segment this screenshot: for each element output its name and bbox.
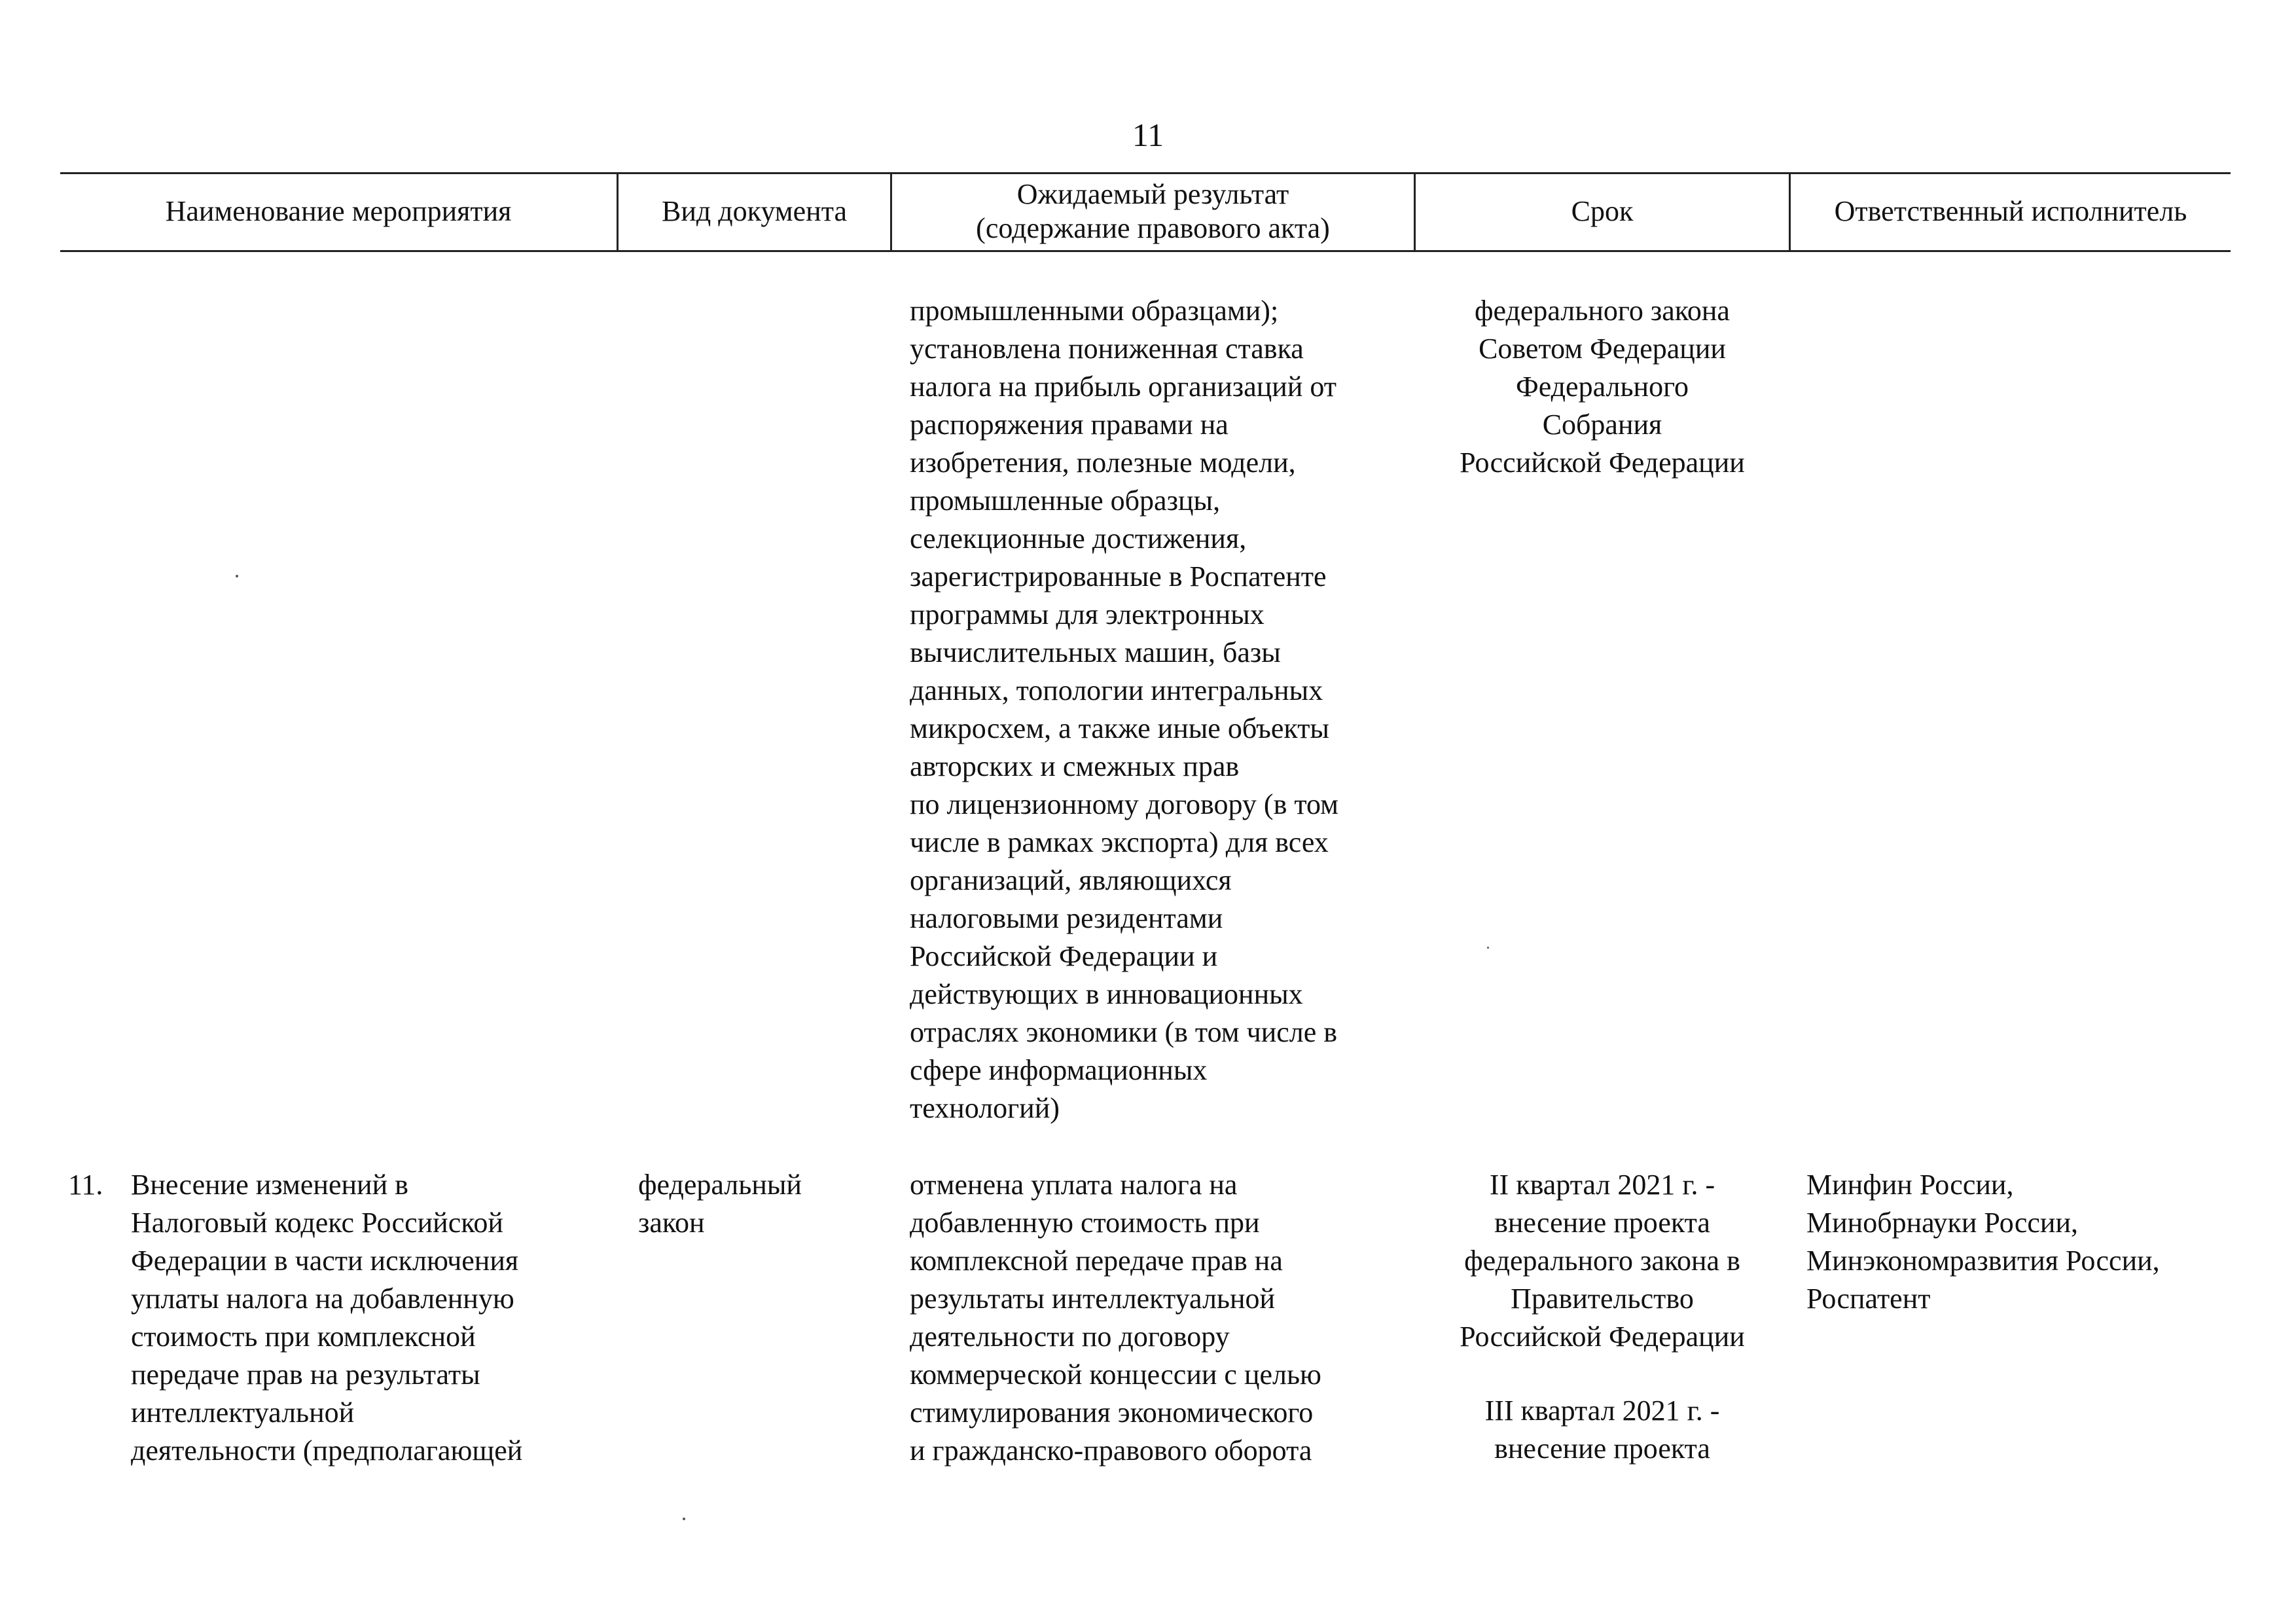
header-responsible: Ответственный исполнитель: [1834, 195, 2187, 227]
row-11-deadline-stage-2: III квартал 2021 г. - внесение проекта: [1484, 1395, 1720, 1465]
continuation-deadline-cell: федерального закона Советом Федерации Федерального Собрания Российской Федерации: [1460, 295, 1745, 479]
header-expected-result: Ожидаемый результат (содержание правового акта): [976, 178, 1330, 244]
row-11-document-type: федеральный закон: [638, 1169, 802, 1239]
row-11-responsible: Минфин России, Минобрнауки России, Минэкономразвития России, Роспатент: [1806, 1169, 2160, 1315]
row-11-deadline-stage-1: II квартал 2021 г. - внесение проекта федерального закона в Правительство Российской Федерации: [1460, 1169, 1745, 1353]
row-number: 11.: [68, 1169, 103, 1201]
row-11-activity-name: Внесение изменений в Налоговый кодекс Российской Федерации в части исключения уплаты налога на добавленную стоимость при комплексной передаче прав на результаты интеллектуальной деятельности (предполагающей: [131, 1169, 523, 1467]
continuation-result-cell: промышленными образцами); установлена пониженная ставка налога на прибыль организаций от распоряжения правами на изобретения, полезные модели, промышленные образцы, селекционные достижения, зарегистрированные в Роспатенте программы для электронных вычислительных машин, базы данных, топологии интегральных микросхем, а также иные объекты авторских и смежных прав по лицензионному договору (в том числе в рамках экспорта) для всех организаций, являющихся налоговыми резидентами Российской Федерации и действующих в инновационных отраслях экономики (в том числе в сфере информационных технологий): [910, 295, 1339, 1124]
header-deadline: Срок: [1571, 195, 1634, 227]
row-11-expected-result: отменена уплата налога на добавленную стоимость при комплексной передаче прав на результаты интеллектуальной деятельности по договору коммерческой концессии с целью стимулирования экономического и гражданско-правового оборота: [910, 1169, 1321, 1467]
page-number: 11: [1132, 117, 1164, 153]
scan-speck: [683, 1518, 685, 1520]
header-document-type: Вид документа: [661, 195, 848, 227]
header-activity-name: Наименование мероприятия: [165, 195, 512, 227]
scan-speck: [236, 575, 238, 577]
scan-speck: [1487, 947, 1489, 949]
table-header-bottom-rule: [60, 250, 2231, 252]
